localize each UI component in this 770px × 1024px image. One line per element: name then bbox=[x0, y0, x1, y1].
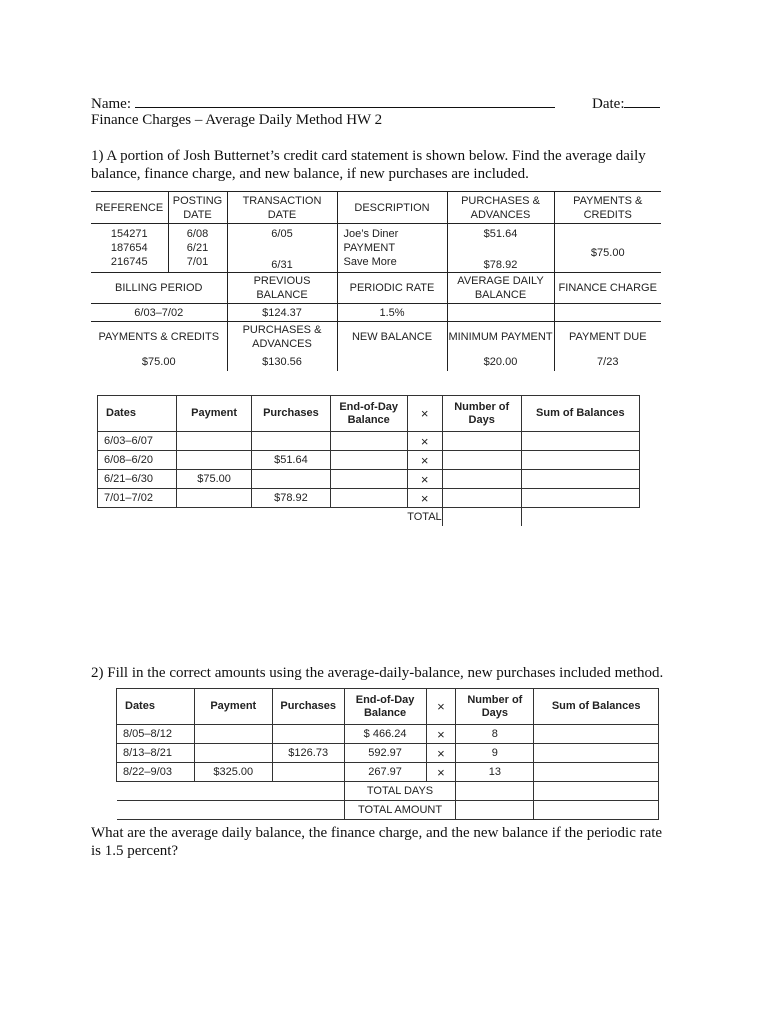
stmt-cell: Joe’s Diner bbox=[343, 228, 399, 240]
stmt-new-balance-header: NEW BALANCE bbox=[337, 322, 447, 353]
stmt-cell: 6/05 bbox=[271, 228, 293, 240]
stmt-payment-due-value: 7/23 bbox=[554, 353, 661, 371]
ws2-balance: 592.97 bbox=[344, 744, 426, 763]
ws1-times: × bbox=[407, 470, 442, 489]
ws2-sum[interactable] bbox=[534, 744, 659, 763]
table-row bbox=[98, 451, 640, 470]
ws1-payment[interactable] bbox=[176, 432, 251, 451]
stmt-periodic-rate-value: 1.5% bbox=[337, 304, 447, 322]
problem2-question-2: is 1.5 percent? bbox=[91, 843, 179, 859]
page-title: Finance Charges – Average Daily Method HW 2 bbox=[91, 112, 383, 128]
stmt-cell: Save More bbox=[343, 256, 397, 268]
stmt-minimum-payment-header: MINIMUM PAYMENT bbox=[447, 322, 554, 353]
problem1-text-2: balance, finance charge, and new balance, if new purchases are included. bbox=[91, 166, 529, 182]
ws2-purchases[interactable] bbox=[272, 763, 344, 782]
ws1-dates: 6/08–6/20 bbox=[98, 451, 177, 470]
stmt-cell: 187654 bbox=[110, 242, 148, 254]
credit-card-statement bbox=[91, 191, 661, 371]
ws2-times: × bbox=[426, 744, 456, 763]
stmt-header-payments: PAYMENTS & CREDITS bbox=[554, 192, 661, 224]
ws1-dates: 6/21–6/30 bbox=[98, 470, 177, 489]
stmt-new-balance-value[interactable] bbox=[337, 353, 447, 371]
stmt-cell: 6/08 bbox=[186, 228, 209, 240]
stmt-previous-balance-header: PREVIOUS BALANCE bbox=[227, 273, 337, 304]
ws2-header-payment: Payment bbox=[194, 689, 272, 725]
ws1-header-balance: End-of-Day Balance bbox=[330, 396, 407, 432]
stmt-header-description: DESCRIPTION bbox=[337, 192, 447, 224]
ws2-times: × bbox=[426, 725, 456, 744]
stmt-cell: 7/01 bbox=[186, 256, 209, 268]
stmt-cell: $78.92 bbox=[483, 259, 518, 271]
ws1-purchases[interactable]: $78.92 bbox=[252, 489, 330, 508]
name-label: Name: bbox=[91, 96, 131, 112]
ws1-sum[interactable] bbox=[521, 470, 639, 489]
stmt-payment-due-header: PAYMENT DUE bbox=[554, 322, 661, 353]
stmt-billing-period-header: BILLING PERIOD bbox=[91, 273, 227, 304]
ws1-times: × bbox=[407, 432, 442, 451]
ws1-total-label: TOTAL bbox=[407, 508, 442, 527]
ws1-purchases[interactable] bbox=[252, 432, 330, 451]
ws2-total-days-label: TOTAL DAYS bbox=[344, 782, 456, 801]
ws1-payment[interactable] bbox=[176, 451, 251, 470]
ws2-purchases[interactable] bbox=[272, 725, 344, 744]
stmt-purchases-advances-value: $130.56 bbox=[227, 353, 337, 371]
stmt-cell bbox=[448, 241, 554, 255]
ws2-total-amount-value[interactable] bbox=[456, 801, 534, 820]
stmt-avg-daily-balance-header: AVERAGE DAILY BALANCE bbox=[447, 273, 554, 304]
ws2-balance: $ 466.24 bbox=[344, 725, 426, 744]
ws2-header-sum: Sum of Balances bbox=[534, 689, 659, 725]
ws2-dates: 8/13–8/21 bbox=[117, 744, 195, 763]
stmt-minimum-payment-value: $20.00 bbox=[447, 353, 554, 371]
ws1-days[interactable] bbox=[442, 432, 521, 451]
stmt-cell: 216745 bbox=[110, 256, 148, 268]
ws1-times: × bbox=[407, 451, 442, 470]
ws2-payment[interactable] bbox=[194, 725, 272, 744]
stmt-payments-credits-value: $75.00 bbox=[141, 355, 176, 368]
ws1-sum[interactable] bbox=[521, 489, 639, 508]
ws2-dates: 8/05–8/12 bbox=[117, 725, 195, 744]
stmt-periodic-rate-header: PERIODIC RATE bbox=[337, 273, 447, 304]
stmt-col-reference bbox=[91, 224, 168, 273]
ws2-days: 13 bbox=[456, 763, 534, 782]
ws2-dates: 8/22–9/03 bbox=[117, 763, 195, 782]
ws1-header-times: × bbox=[407, 396, 442, 432]
ws1-days[interactable] bbox=[442, 451, 521, 470]
stmt-header-transaction-date: TRANSACTION DATE bbox=[227, 192, 337, 224]
ws2-days: 8 bbox=[456, 725, 534, 744]
ws1-balance[interactable] bbox=[330, 489, 407, 508]
ws1-balance[interactable] bbox=[330, 470, 407, 489]
stmt-col-purchases bbox=[447, 224, 554, 273]
ws2-times: × bbox=[426, 763, 456, 782]
table-row bbox=[98, 470, 640, 489]
stmt-payments-credits-header: PAYMENTS & CREDITS bbox=[98, 331, 220, 344]
worksheet-1 bbox=[97, 395, 640, 526]
stmt-header-posting-date: POSTING DATE bbox=[168, 192, 227, 224]
ws1-days[interactable] bbox=[442, 489, 521, 508]
ws1-balance[interactable] bbox=[330, 432, 407, 451]
stmt-col-description bbox=[337, 224, 447, 273]
stmt-finance-charge-header: FINANCE CHARGE bbox=[554, 273, 661, 304]
problem2-text: 2) Fill in the correct amounts using the average-daily-balance, new purchases included method. bbox=[91, 665, 664, 681]
ws1-times: × bbox=[407, 489, 442, 508]
date-label: Date: bbox=[592, 96, 625, 112]
stmt-previous-balance-value: $124.37 bbox=[227, 304, 337, 322]
stmt-cell bbox=[555, 227, 662, 241]
ws2-total-days-sum[interactable] bbox=[534, 782, 659, 801]
worksheet-2 bbox=[116, 688, 659, 820]
ws2-total-days-value[interactable] bbox=[456, 782, 534, 801]
stmt-finance-charge-value[interactable] bbox=[554, 304, 661, 322]
table-row bbox=[98, 489, 640, 508]
table-row bbox=[117, 725, 659, 744]
ws1-total-value[interactable] bbox=[442, 508, 521, 527]
stmt-cell: PAYMENT bbox=[343, 242, 396, 254]
table-row bbox=[117, 744, 659, 763]
name-line bbox=[91, 93, 555, 113]
stmt-cell bbox=[228, 241, 337, 255]
stmt-col-posting bbox=[168, 224, 227, 273]
name-blank[interactable] bbox=[135, 93, 555, 108]
ws2-payment[interactable] bbox=[194, 744, 272, 763]
ws2-payment: $325.00 bbox=[194, 763, 272, 782]
stmt-billing-period-value: 6/03–7/02 bbox=[91, 304, 227, 322]
problem1-text-1: 1) A portion of Josh Butternet’s credit card statement is shown below. Find the average daily bbox=[91, 148, 646, 164]
ws2-total-amount-sum[interactable] bbox=[534, 801, 659, 820]
ws1-dates: 6/03–6/07 bbox=[98, 432, 177, 451]
ws1-sum[interactable] bbox=[521, 451, 639, 470]
ws2-header-days: Number of Days bbox=[456, 689, 534, 725]
stmt-cell: 6/21 bbox=[186, 242, 209, 254]
ws1-days[interactable] bbox=[442, 470, 521, 489]
ws2-sum[interactable] bbox=[534, 763, 659, 782]
ws2-purchases: $126.73 bbox=[272, 744, 344, 763]
ws2-header-dates: Dates bbox=[117, 689, 195, 725]
ws1-sum[interactable] bbox=[521, 432, 639, 451]
ws1-header-dates: Dates bbox=[98, 396, 177, 432]
stmt-cell: 154271 bbox=[110, 228, 148, 240]
stmt-header-purchases: PURCHASES & ADVANCES bbox=[447, 192, 554, 224]
stmt-cell: 6/31 bbox=[271, 259, 293, 271]
ws2-balance: 267.97 bbox=[344, 763, 426, 782]
ws2-header-times: × bbox=[426, 689, 456, 725]
ws1-header-sum: Sum of Balances bbox=[521, 396, 639, 432]
problem2-question-1: What are the average daily balance, the finance charge, and the new balance if the periodic rate bbox=[91, 825, 663, 841]
stmt-header-reference: REFERENCE bbox=[91, 192, 168, 224]
stmt-col-transaction bbox=[227, 224, 337, 273]
stmt-avg-daily-balance-value[interactable] bbox=[447, 304, 554, 322]
ws1-dates: 7/01–7/02 bbox=[98, 489, 177, 508]
ws1-purchases[interactable]: $51.64 bbox=[252, 451, 330, 470]
stmt-cell: $75.00 bbox=[590, 247, 625, 259]
ws1-payment[interactable] bbox=[176, 489, 251, 508]
ws2-header-balance: End-of-Day Balance bbox=[344, 689, 426, 725]
ws1-header-payment: Payment bbox=[176, 396, 251, 432]
table-row bbox=[117, 763, 659, 782]
ws1-header-purchases: Purchases bbox=[252, 396, 330, 432]
date-blank[interactable] bbox=[624, 93, 660, 108]
ws1-payment[interactable]: $75.00 bbox=[176, 470, 251, 489]
table-row bbox=[98, 432, 640, 451]
stmt-purchases-advances-header: PURCHASES & ADVANCES bbox=[227, 322, 337, 353]
ws1-balance[interactable] bbox=[330, 451, 407, 470]
date-line bbox=[592, 93, 660, 113]
ws2-header-purchases: Purchases bbox=[272, 689, 344, 725]
ws1-purchases[interactable] bbox=[252, 470, 330, 489]
stmt-col-payments bbox=[554, 224, 661, 273]
ws2-total-amount-label: TOTAL AMOUNT bbox=[344, 801, 456, 820]
ws2-days: 9 bbox=[456, 744, 534, 763]
ws1-header-days: Number of Days bbox=[442, 396, 521, 432]
ws2-sum[interactable] bbox=[534, 725, 659, 744]
stmt-cell: $51.64 bbox=[483, 228, 518, 240]
